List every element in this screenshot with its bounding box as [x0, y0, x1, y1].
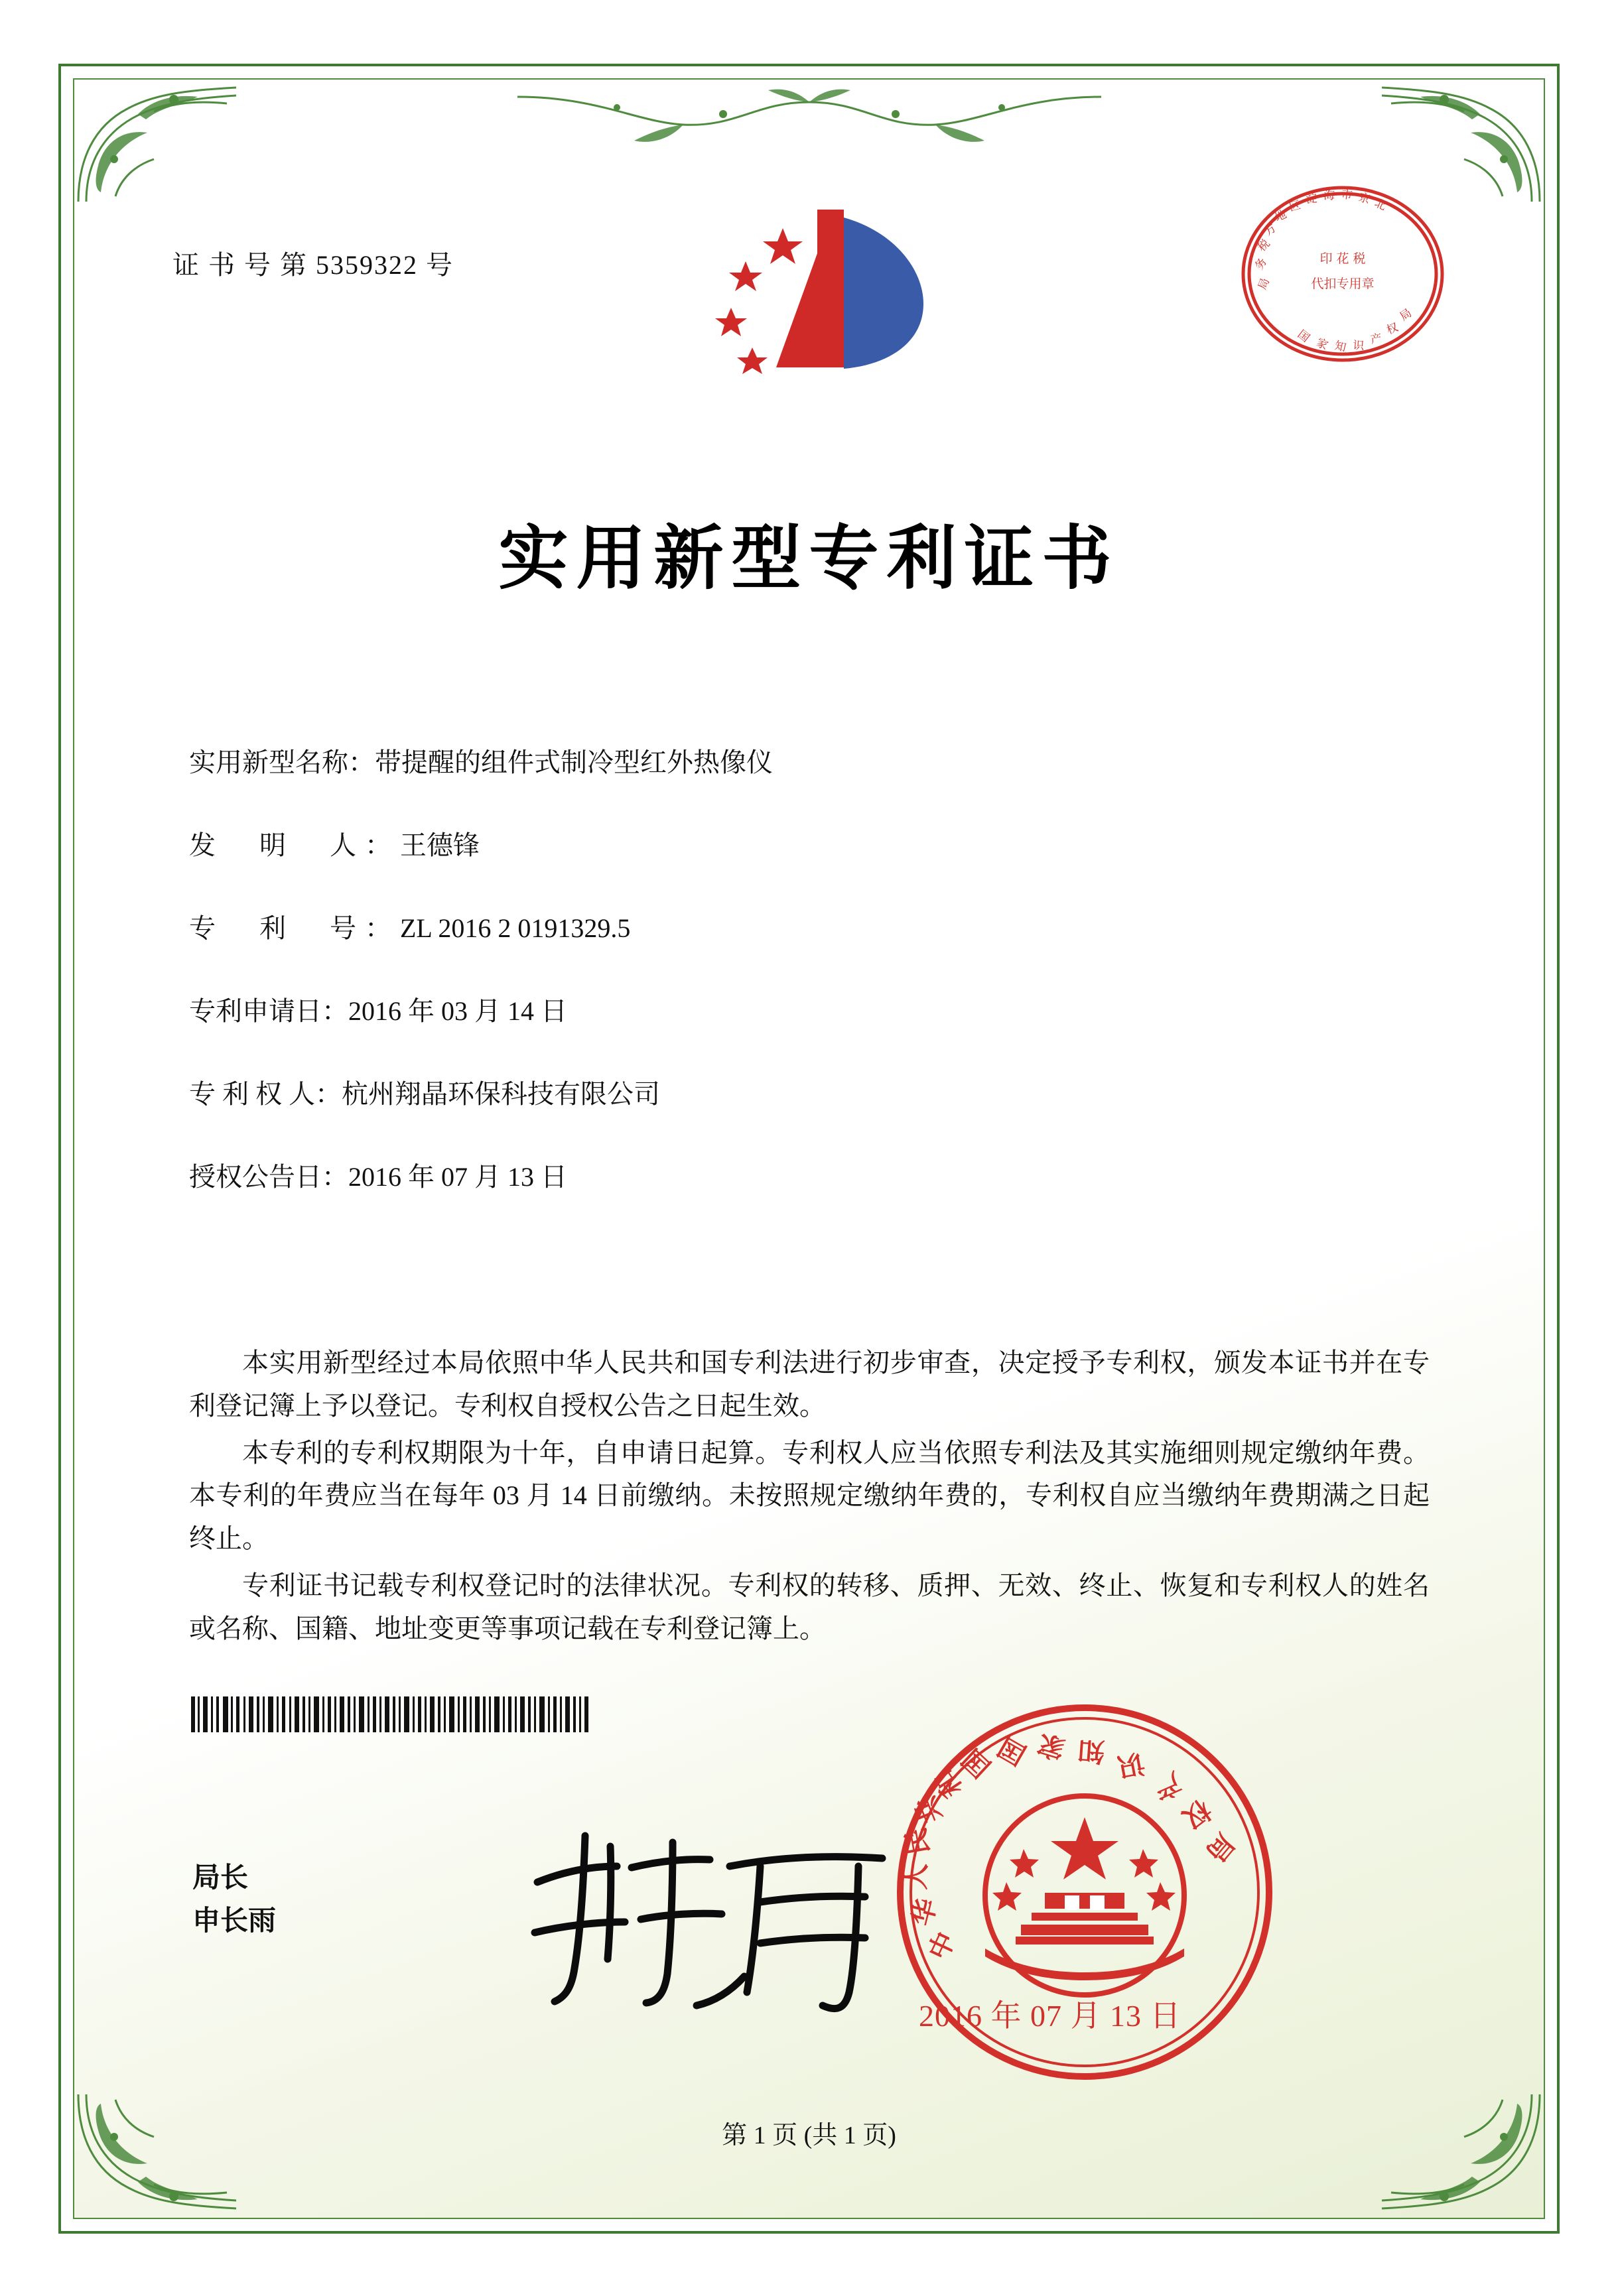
field-value: 杭州翔晶环保科技有限公司	[342, 1079, 660, 1109]
field-label: 专利申请日：	[189, 996, 348, 1026]
svg-text:北: 北	[1372, 196, 1388, 214]
field-value: 王德锋	[400, 830, 480, 860]
svg-text:市: 市	[1340, 188, 1353, 203]
field-label: 专 利 号：	[189, 913, 400, 943]
director-signature	[511, 1803, 935, 2021]
field-label: 授权公告日：	[189, 1162, 348, 1192]
field-value: 2016 年 03 月 14 日	[348, 996, 567, 1026]
seal-date: 2016 年 07 月 13 日	[919, 1999, 1181, 2033]
page-title: 实用新型专利证书	[498, 517, 1120, 599]
svg-text:地: 地	[1272, 208, 1289, 225]
svg-text:知: 知	[1333, 339, 1348, 355]
paragraph: 本实用新型经过本局依照中华人民共和国专利法进行初步审查，决定授予专利权，颁发本证书并在专利登记簿上予以登记。专利权自授权公告之日起生效。	[189, 1348, 1430, 1421]
field-label: 实用新型名称：	[189, 747, 375, 777]
director-block	[192, 1856, 276, 1942]
svg-text:家: 家	[1314, 336, 1330, 353]
field-label: 发 明 人：	[189, 830, 400, 860]
field-application-date	[189, 990, 1449, 1028]
svg-text:民: 民	[900, 1825, 935, 1858]
svg-text:印 花 税: 印 花 税	[1319, 251, 1366, 266]
certificate-number: 证 书 号 第 5359322 号	[172, 250, 454, 280]
director-name: 申长雨	[192, 1904, 277, 1937]
svg-text:识: 识	[1352, 339, 1365, 353]
field-inventor	[189, 824, 1449, 862]
svg-text:务: 务	[1252, 255, 1270, 273]
svg-text:局: 局	[1256, 276, 1273, 292]
page-footer: 第 1 页 (共 1 页)	[722, 2122, 896, 2149]
svg-text:权: 权	[1177, 1793, 1217, 1834]
field-utility-model-name	[189, 741, 1449, 779]
svg-text:税: 税	[1255, 237, 1273, 255]
field-patent-number	[189, 907, 1449, 945]
svg-text:知: 知	[1077, 1734, 1106, 1767]
tax-seal-stamp	[1233, 164, 1452, 383]
svg-text:人: 人	[900, 1862, 933, 1891]
barcode	[191, 1696, 596, 1732]
svg-text:识: 识	[1114, 1747, 1148, 1783]
field-value: 带提醒的组件式制冷型红外热像仪	[375, 747, 773, 777]
legal-text-block	[189, 1342, 1430, 1655]
field-value: ZL 2016 2 0191329.5	[400, 913, 631, 943]
svg-text:局: 局	[1199, 1827, 1241, 1868]
svg-text:国: 国	[956, 1742, 997, 1784]
svg-text:海: 海	[1323, 189, 1335, 203]
fields-block	[189, 741, 1449, 1239]
svg-text:产: 产	[1148, 1765, 1186, 1806]
field-label: 专 利 权 人：	[189, 1079, 342, 1109]
field-patentee	[189, 1073, 1449, 1111]
svg-text:淀: 淀	[1305, 192, 1318, 206]
svg-text:家: 家	[1034, 1727, 1069, 1765]
svg-text:权: 权	[1384, 320, 1400, 338]
svg-text:京: 京	[1357, 190, 1372, 207]
svg-text:代扣专用章: 代扣专用章	[1311, 277, 1375, 291]
svg-text:国: 国	[1294, 328, 1312, 346]
svg-text:中: 中	[922, 1927, 962, 1965]
patent-office-logo-icon	[677, 198, 942, 390]
paragraph: 本专利的专利权期限为十年，自申请日起算。专利权人应当依照专利法及其实施细则规定缴纳年费。本专利的年费应当在每年 03 月 14 日前缴纳。未按照规定缴纳年费的，专利权自应当缴纳年费期满之日起终止。	[189, 1437, 1430, 1554]
svg-text:共: 共	[909, 1791, 949, 1828]
svg-text:和: 和	[927, 1763, 969, 1803]
svg-text:区: 区	[1288, 198, 1302, 214]
field-grant-announcement-date	[189, 1156, 1449, 1194]
paragraph: 专利证书记载专利权登记时的法律状况。专利权的转移、质押、无效、终止、恢复和专利权人的姓名或名称、国籍、地址变更等事项记载在专利登记簿上。	[189, 1570, 1430, 1643]
svg-text:局: 局	[1397, 306, 1414, 324]
svg-text:国: 国	[992, 1730, 1032, 1771]
field-value: 2016 年 07 月 13 日	[348, 1162, 567, 1192]
svg-text:产: 产	[1369, 332, 1383, 347]
svg-text:方: 方	[1262, 221, 1279, 239]
director-title: 局长	[192, 1861, 249, 1893]
svg-text:华: 华	[906, 1895, 943, 1929]
